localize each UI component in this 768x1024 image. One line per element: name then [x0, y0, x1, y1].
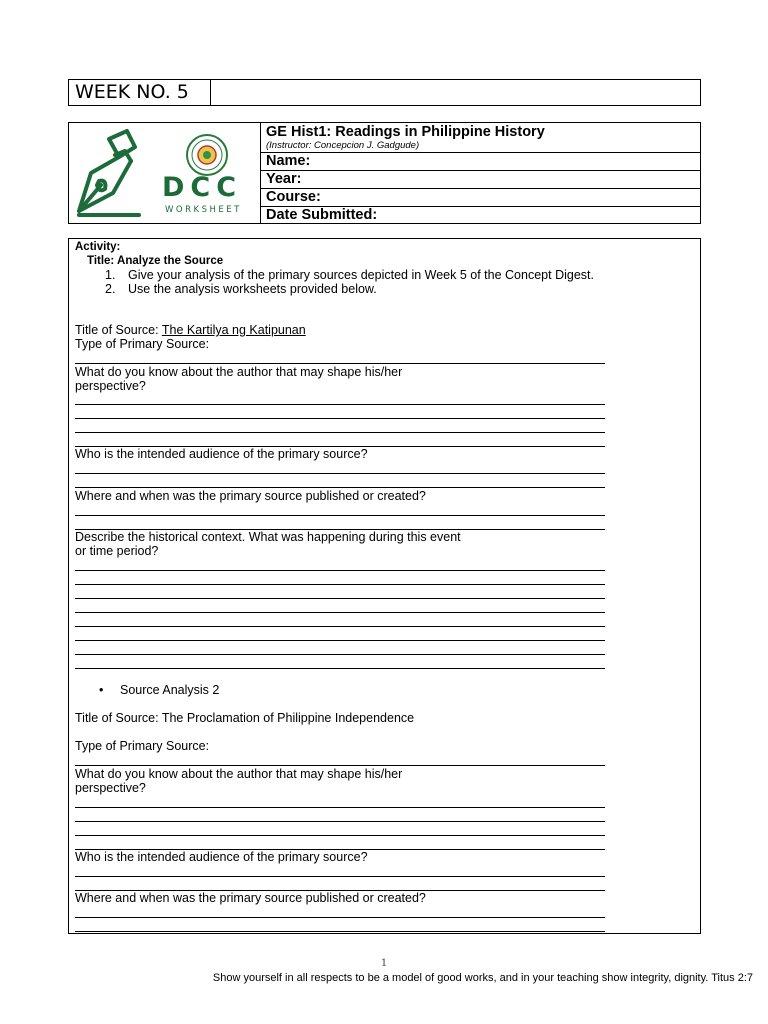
- course-title: GE Hist1: Readings in Philippine History: [266, 124, 545, 140]
- answer-line: [75, 931, 605, 932]
- answer-line: [75, 432, 605, 433]
- week-box: [68, 79, 701, 106]
- source1-title-value: The Kartilya ng Katipunan: [161, 323, 306, 337]
- answer-line: [75, 598, 605, 599]
- instruction-2-num: 2.: [105, 282, 116, 296]
- activity-title: Title: Analyze the Source: [87, 255, 224, 267]
- source1-author-question-line2: perspective?: [75, 379, 146, 393]
- answer-line: [75, 640, 605, 641]
- answer-line: [75, 876, 605, 877]
- answer-line: [75, 821, 605, 822]
- logo-cell: [69, 123, 261, 223]
- answer-line: [75, 765, 605, 766]
- answer-line: [75, 515, 605, 516]
- school-seal-icon: [187, 135, 227, 175]
- logo-brand: DCC: [162, 172, 243, 203]
- source1-author-question-line1: What do you know about the author that may shape his/her: [75, 365, 403, 379]
- answer-line: [75, 612, 605, 613]
- instruction-2-text: Use the analysis worksheets provided below.: [128, 282, 377, 296]
- answer-line: [75, 917, 605, 918]
- answer-line: [75, 584, 605, 585]
- date-submitted-label: Date Submitted:: [266, 207, 378, 223]
- answer-line: [75, 473, 605, 474]
- bullet-icon: •: [99, 683, 104, 697]
- activity-box: [68, 238, 701, 934]
- course-info: [260, 123, 700, 223]
- instruction-1-num: 1.: [105, 268, 116, 282]
- source1-type-label: Type of Primary Source:: [75, 337, 210, 351]
- answer-line: [75, 487, 605, 488]
- answer-line: [75, 654, 605, 655]
- answer-line: [75, 570, 605, 571]
- source2-title: Title of Source: The Proclamation of Philippine Independence: [75, 711, 415, 725]
- source1-where-question: Where and when was the primary source published or created?: [75, 489, 426, 503]
- activity-heading: Activity:: [75, 241, 121, 253]
- page-number: 1: [380, 958, 388, 969]
- footer-verse: Show yourself in all respects to be a model of good works, and in your teaching show integrity, dignity. Titus 2:7: [212, 972, 753, 984]
- year-field-label: Year:: [260, 171, 700, 189]
- answer-line: [75, 404, 605, 405]
- source2-author-question-line1: What do you know about the author that may shape his/her: [75, 767, 403, 781]
- dcc-pen-logo-icon: [69, 123, 259, 223]
- answer-line: [75, 626, 605, 627]
- source1-context-question-line1: Describe the historical context. What was happening during this event: [75, 530, 461, 544]
- answer-line: [75, 807, 605, 808]
- name-field-label: Name:: [260, 153, 700, 171]
- source2-where-question: Where and when was the primary source published or created?: [75, 891, 426, 905]
- logo-subtitle: WORKSHEET: [165, 205, 242, 215]
- source2-heading: Source Analysis 2: [120, 683, 220, 697]
- answer-line: [75, 418, 605, 419]
- source1-title-label: Title of Source:: [75, 323, 162, 337]
- instruction-1-text: Give your analysis of the primary sources depicted in Week 5 of the Concept Digest.: [128, 268, 594, 282]
- week-label: WEEK NO. 5: [69, 80, 211, 105]
- source2-audience-question: Who is the intended audience of the primary source?: [75, 850, 368, 864]
- course-field-label: Course:: [260, 189, 700, 207]
- source2-author-question-line2: perspective?: [75, 781, 146, 795]
- answer-line: [75, 363, 605, 364]
- answer-line: [75, 668, 605, 669]
- worksheet-header: [68, 122, 701, 224]
- instructor: (Instructor: Concepcion J. Gadgude): [266, 140, 420, 151]
- course-title-row: [260, 123, 700, 153]
- source1-title: [75, 323, 306, 337]
- source2-type-label: Type of Primary Source:: [75, 739, 210, 753]
- source1-context-question-line2: or time period?: [75, 544, 159, 558]
- source1-audience-question: Who is the intended audience of the primary source?: [75, 447, 368, 461]
- answer-line: [75, 835, 605, 836]
